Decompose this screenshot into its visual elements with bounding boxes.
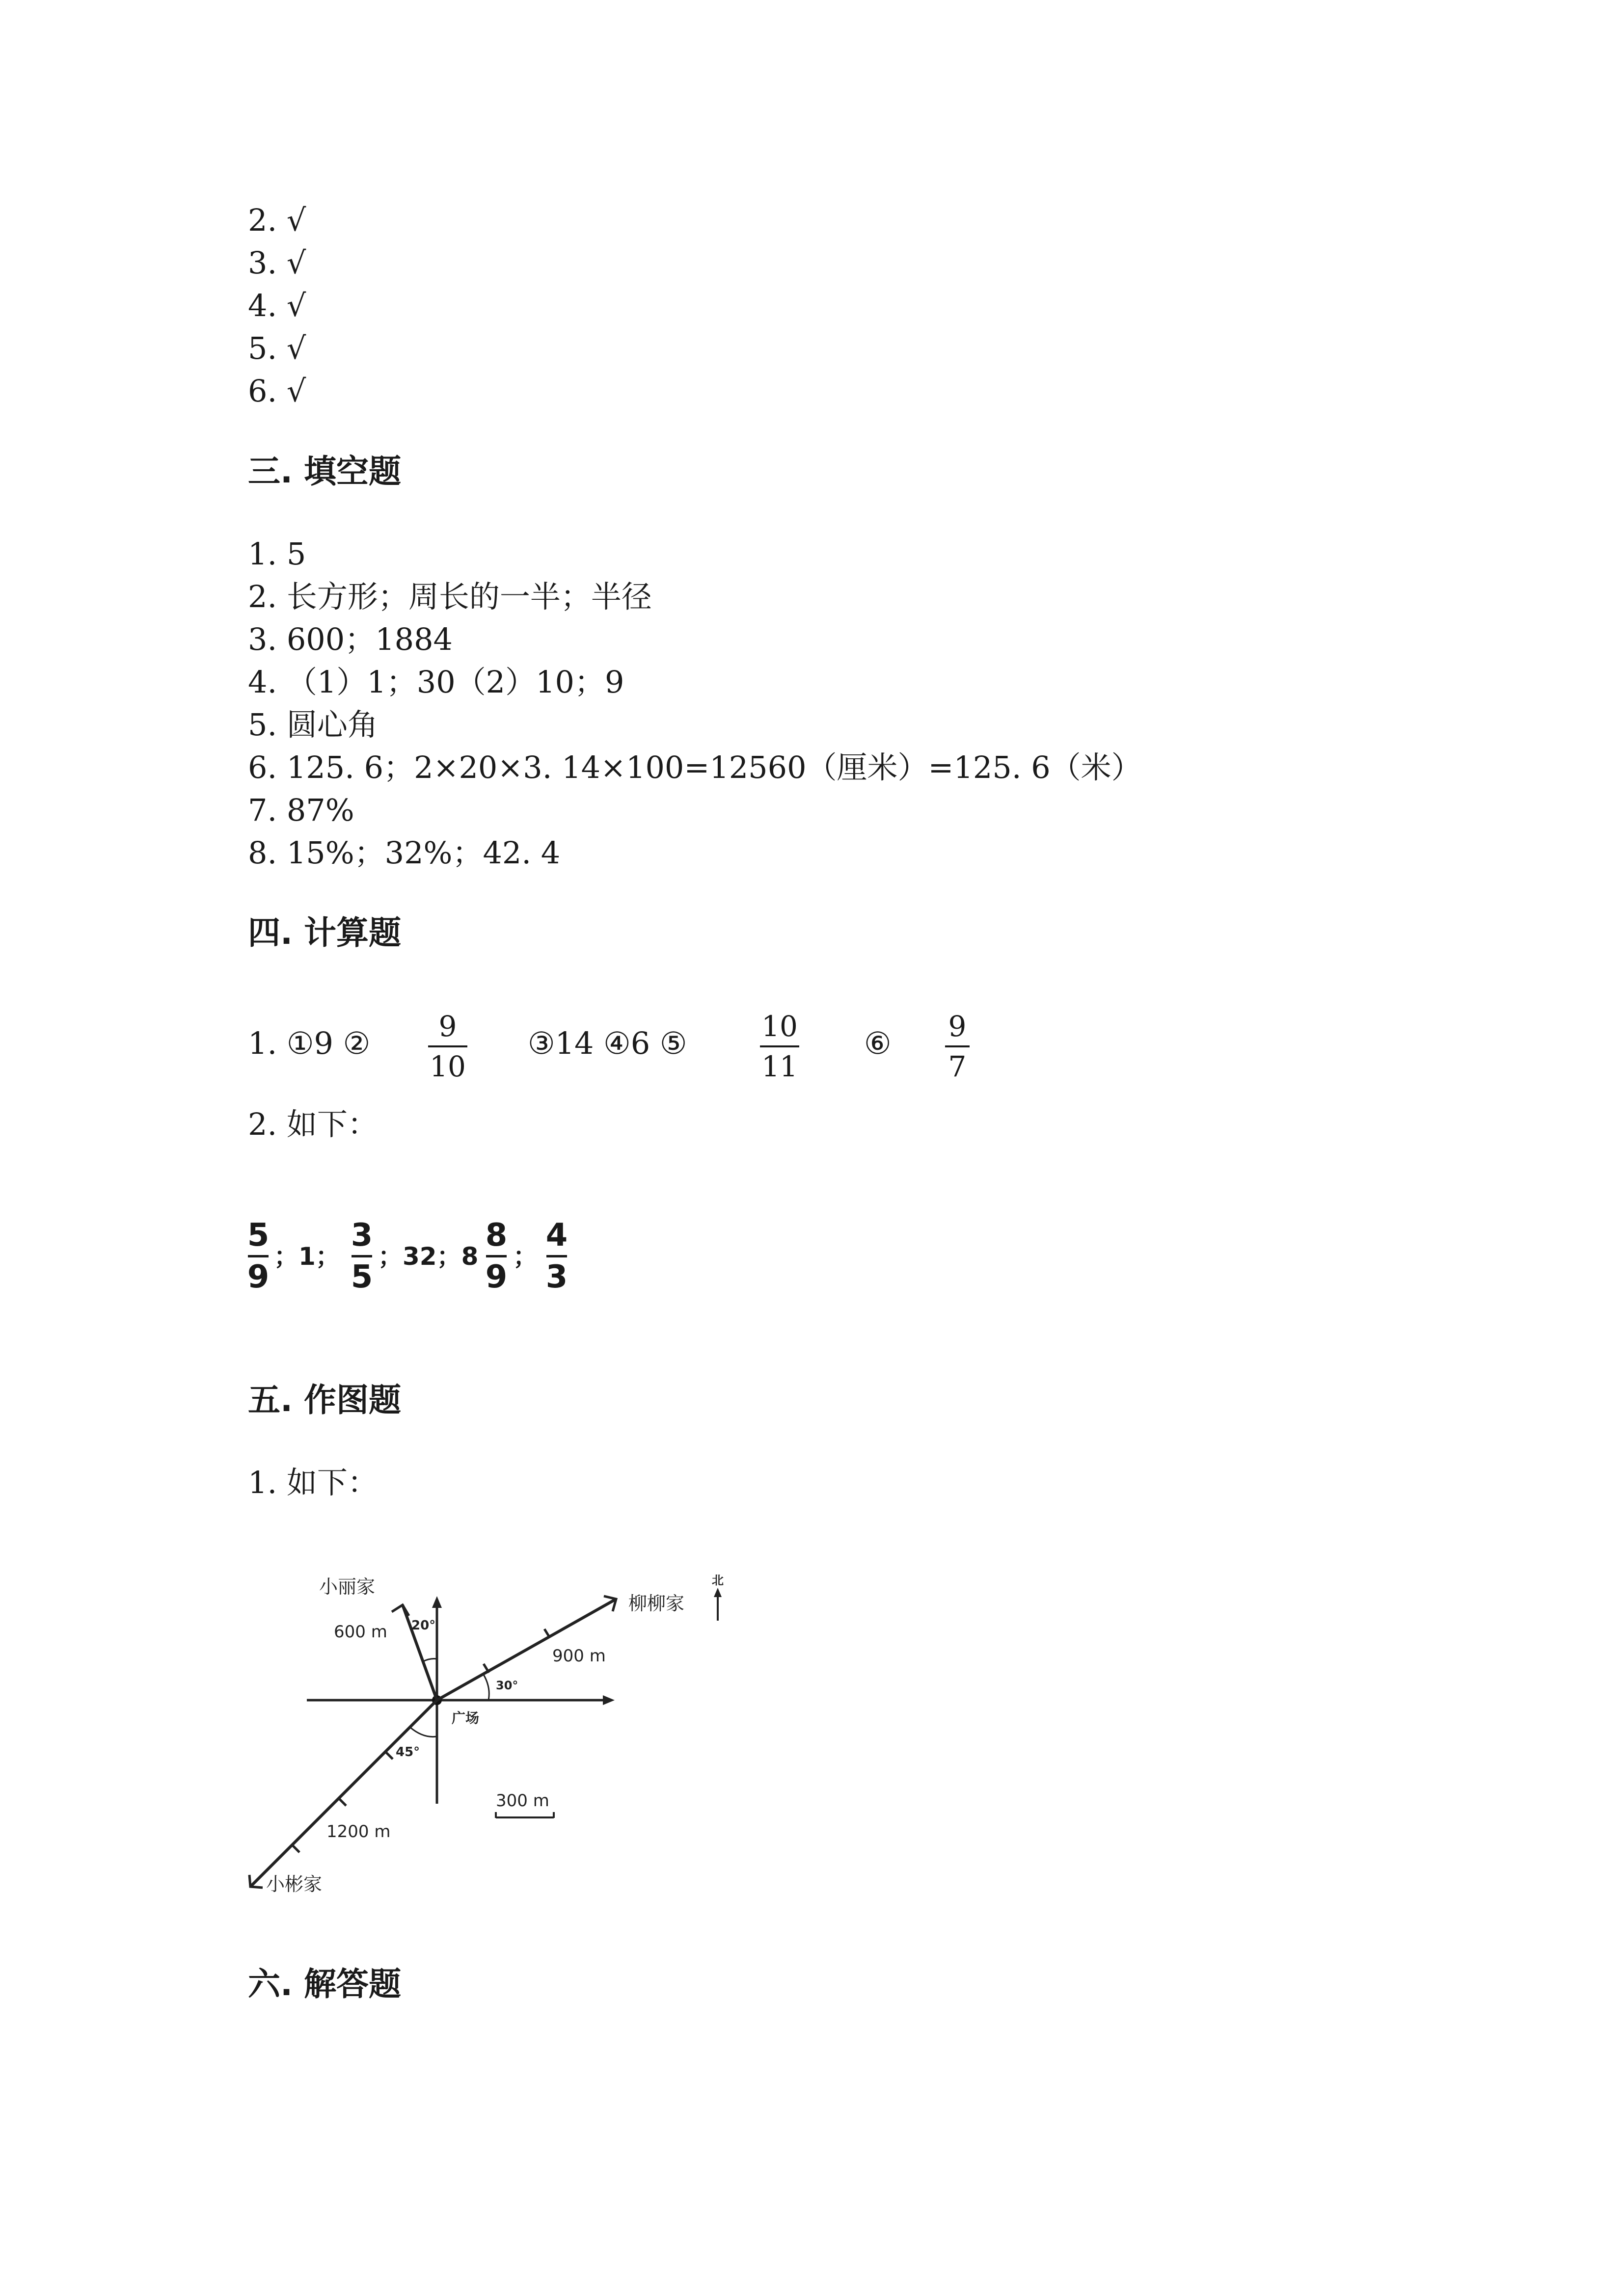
- calc-q2-fraction-3-5: [351, 1217, 373, 1295]
- judge-answer-2: 2. √: [248, 202, 306, 238]
- fill-answer-1: 1. 5: [248, 536, 306, 572]
- fraction-bar: [248, 1255, 269, 1257]
- calc-q1-fraction-9-7: [945, 1012, 970, 1081]
- fill-answer-8: 8. 15%；32%；42. 4: [248, 835, 561, 871]
- fraction-denominator: 10: [430, 1050, 466, 1083]
- fraction-numerator: 10: [761, 1010, 798, 1043]
- fill-answer-4: 4. （1）1；30（2）10；9: [248, 664, 624, 700]
- north-label: 北: [712, 1574, 724, 1587]
- xiaobin-tick-3: [292, 1845, 299, 1852]
- fraction-denominator: 3: [545, 1259, 568, 1295]
- xiaobin-tick-2: [339, 1798, 346, 1806]
- xiaobin-home-label: 小彬家: [266, 1873, 323, 1895]
- position-map-diagram: [236, 1561, 756, 1895]
- calc-q2-fraction-5-9: [247, 1217, 270, 1295]
- section-6-heading: 六. 解答题: [248, 1965, 402, 2003]
- fraction-denominator: 11: [761, 1050, 798, 1083]
- fraction-bar: [486, 1255, 507, 1257]
- judge-answer-5: 5. √: [248, 330, 306, 366]
- fraction-denominator: 7: [948, 1050, 967, 1083]
- north-axis-arrow: [432, 1596, 442, 1608]
- fraction-denominator: 9: [485, 1259, 508, 1295]
- calc-q1-mark-6: ⑥: [864, 1025, 892, 1061]
- scale-label: 300 m: [496, 1791, 549, 1811]
- calc-q1-prefix: 1. ①9 ②: [248, 1025, 371, 1061]
- fill-answer-5: 5. 圆心角: [248, 707, 378, 743]
- fraction-bar: [760, 1045, 799, 1047]
- xiaobin-tick-1: [385, 1752, 393, 1759]
- distance-900m-label: 900 m: [552, 1646, 606, 1666]
- fill-answer-3: 3. 600；1884: [248, 621, 453, 657]
- east-axis-arrow: [603, 1695, 615, 1705]
- fraction-numerator: 8: [485, 1217, 508, 1254]
- fraction-numerator: 9: [948, 1010, 967, 1043]
- distance-1200m-label: 1200 m: [326, 1822, 391, 1842]
- fraction-numerator: 3: [351, 1217, 373, 1254]
- fraction-numerator: 5: [247, 1217, 270, 1254]
- xiaoli-home-label: 小丽家: [319, 1576, 376, 1598]
- calc-q2-sep-2: ；32；8: [378, 1242, 479, 1271]
- angle-30-label: 30°: [496, 1679, 518, 1692]
- calc-q1-fraction-9-10: [428, 1012, 467, 1081]
- fraction-denominator: 5: [351, 1259, 373, 1295]
- calc-q1-fraction-10-11: [760, 1012, 799, 1081]
- calc-q2-sep-1: ；1；: [274, 1242, 340, 1271]
- angle-30-arc: [484, 1675, 489, 1700]
- angle-20-arc: [423, 1659, 437, 1661]
- angle-45-label: 45°: [396, 1745, 420, 1760]
- line-to-xiaobin-home: [250, 1700, 437, 1887]
- section-4-heading: 四. 计算题: [248, 914, 402, 952]
- fraction-bar: [945, 1045, 970, 1047]
- north-indicator-arrow: [714, 1588, 722, 1597]
- fraction-numerator: 9: [438, 1010, 457, 1043]
- section-5-heading: 五. 作图题: [248, 1381, 402, 1419]
- liuliu-home-label: 柳柳家: [628, 1593, 685, 1614]
- fraction-denominator: 9: [247, 1259, 270, 1295]
- fraction-bar: [428, 1045, 467, 1047]
- square-label: 广场: [452, 1710, 480, 1726]
- calc-q2-fraction-8-9: [485, 1217, 508, 1295]
- angle-20-label: 20°: [411, 1618, 436, 1633]
- fill-answer-7: 7. 87%: [248, 792, 354, 828]
- calc-q2-label: 2. 如下：: [248, 1106, 378, 1142]
- calc-q2-fraction-4-3: [545, 1217, 568, 1295]
- judge-answer-6: 6. √: [248, 373, 306, 409]
- fraction-bar: [352, 1255, 372, 1257]
- fill-answer-2: 2. 长方形；周长的一半；半径: [248, 579, 652, 614]
- drawing-q1-label: 1. 如下：: [248, 1465, 378, 1500]
- fraction-numerator: 4: [545, 1217, 568, 1254]
- distance-600m-label: 600 m: [334, 1622, 387, 1642]
- angle-45-arc: [410, 1727, 437, 1737]
- judge-answer-3: 3. √: [248, 245, 306, 281]
- judge-answer-4: 4. √: [248, 288, 306, 323]
- section-3-heading: 三. 填空题: [248, 453, 402, 490]
- calc-q1-middle: ③14 ④6 ⑤: [528, 1025, 687, 1061]
- fraction-bar: [546, 1255, 567, 1257]
- calc-q2-sep-3: ；: [513, 1242, 538, 1271]
- fill-answer-6: 6. 125. 6；2×20×3. 14×100=12560（厘米）=125. 6（米）: [248, 749, 1142, 785]
